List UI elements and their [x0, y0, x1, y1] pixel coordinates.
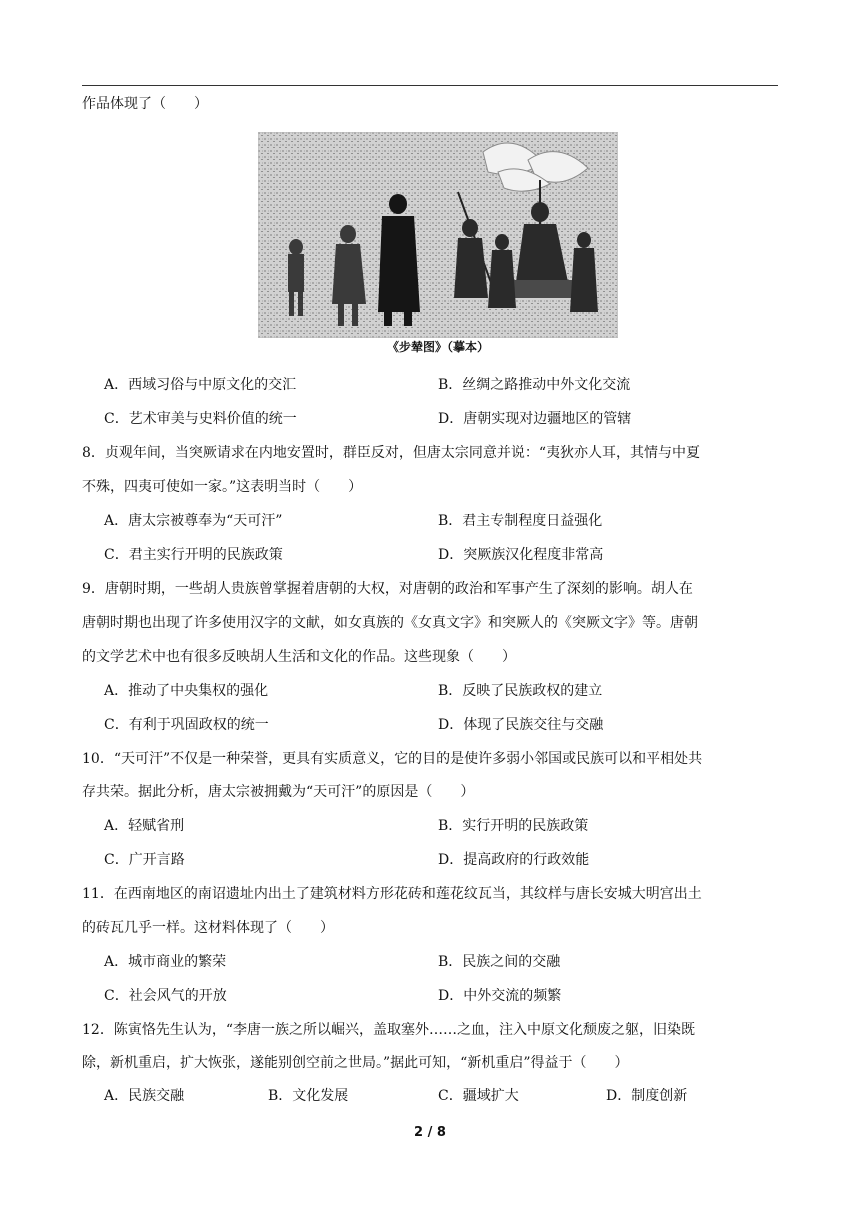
q12-option-b: B．文化发展	[268, 1088, 349, 1104]
q8-stem-line-2: 不殊，四夷可使如一家。”这表明当时（ ）	[82, 479, 363, 495]
q9-stem-line-3: 的文学艺术中也有很多反映胡人生活和文化的作品。这些现象（ ）	[82, 649, 516, 665]
q12-option-c: C．疆域扩大	[438, 1088, 519, 1104]
q12-option-d: D．制度创新	[606, 1088, 688, 1104]
q10-stem-line-1: 10．“天可汗”不仅是一种荣誉，更具有实质意义，它的目的是使许多弱小邻国或民族可以和平相处共	[82, 751, 703, 767]
q12-option-a: A．民族交融	[104, 1088, 185, 1104]
q11-option-a: A．城市商业的繁荣	[104, 954, 227, 970]
q12-stem-line-2: 除，新机重启，扩大恢张，遂能别创空前之世局。”据此可知，“新机重启”得益于（ ）	[82, 1055, 629, 1071]
q8-stem-line-1: 8．贞观年间，当突厥请求在内地安置时，群臣反对，但唐太宗同意并说：“夷狄亦人耳，其情与中夏	[82, 445, 701, 461]
q9-option-c: C．有利于巩固政权的统一	[104, 717, 269, 733]
header-rule	[82, 85, 778, 86]
q9-option-d: D．体现了民族交往与交融	[438, 717, 604, 733]
q10-option-c: C．广开言路	[104, 852, 185, 868]
q7-option-d: D．唐朝实现对边疆地区的管辖	[438, 411, 632, 427]
q8-option-c: C．君主实行开明的民族政策	[104, 547, 283, 563]
q10-stem-line-2: 存共荣。据此分析，唐太宗被拥戴为“天可汗”的原因是（ ）	[82, 784, 475, 800]
q8-option-b: B．君主专制程度日益强化	[438, 513, 603, 529]
q10-option-a: A．轻赋省刑	[104, 818, 185, 834]
q7-stem-end: 作品体现了（ ）	[82, 96, 208, 112]
q10-option-d: D．提高政府的行政效能	[438, 852, 590, 868]
page-number: 2 / 8	[414, 1125, 446, 1140]
q10-option-b: B．实行开明的民族政策	[438, 818, 589, 834]
q11-option-c: C．社会风气的开放	[104, 988, 227, 1004]
q11-stem-line-1: 11．在西南地区的南诏遗址内出土了建筑材料方形花砖和莲花纹瓦当，其纹样与唐长安城大明宫出土	[82, 886, 702, 902]
q9-option-a: A．推动了中央集权的强化	[104, 683, 269, 699]
q7-option-c: C．艺术审美与史料价值的统一	[104, 411, 297, 427]
q11-option-d: D．中外交流的频繁	[438, 988, 562, 1004]
q9-option-b: B．反映了民族政权的建立	[438, 683, 603, 699]
painting-image	[258, 132, 618, 338]
q11-option-b: B．民族之间的交融	[438, 954, 561, 970]
q12-stem-line-1: 12．陈寅恪先生认为，“李唐一族之所以崛兴，盖取塞外……之血，注入中原文化颓废之躯，旧染既	[82, 1022, 695, 1038]
q8-option-a: A．唐太宗被尊奉为“天可汗”	[104, 513, 283, 529]
q7-option-a: A．西域习俗与中原文化的交汇	[104, 377, 297, 393]
figure-caption: 《步辇图》（摹本）	[386, 340, 489, 354]
q8-option-d: D．突厥族汉化程度非常高	[438, 547, 604, 563]
q9-stem-line-1: 9．唐朝时期，一些胡人贵族曾掌握着唐朝的大权，对唐朝的政治和军事产生了深刻的影响。胡人在	[82, 581, 693, 597]
q7-option-b: B．丝绸之路推动中外文化交流	[438, 377, 631, 393]
q9-stem-line-2: 唐朝时期也出现了许多使用汉字的文献，如女真族的《女真文字》和突厥人的《突厥文字》等。唐朝	[82, 615, 698, 631]
q11-stem-line-2: 的砖瓦几乎一样。这材料体现了（ ）	[82, 920, 334, 936]
